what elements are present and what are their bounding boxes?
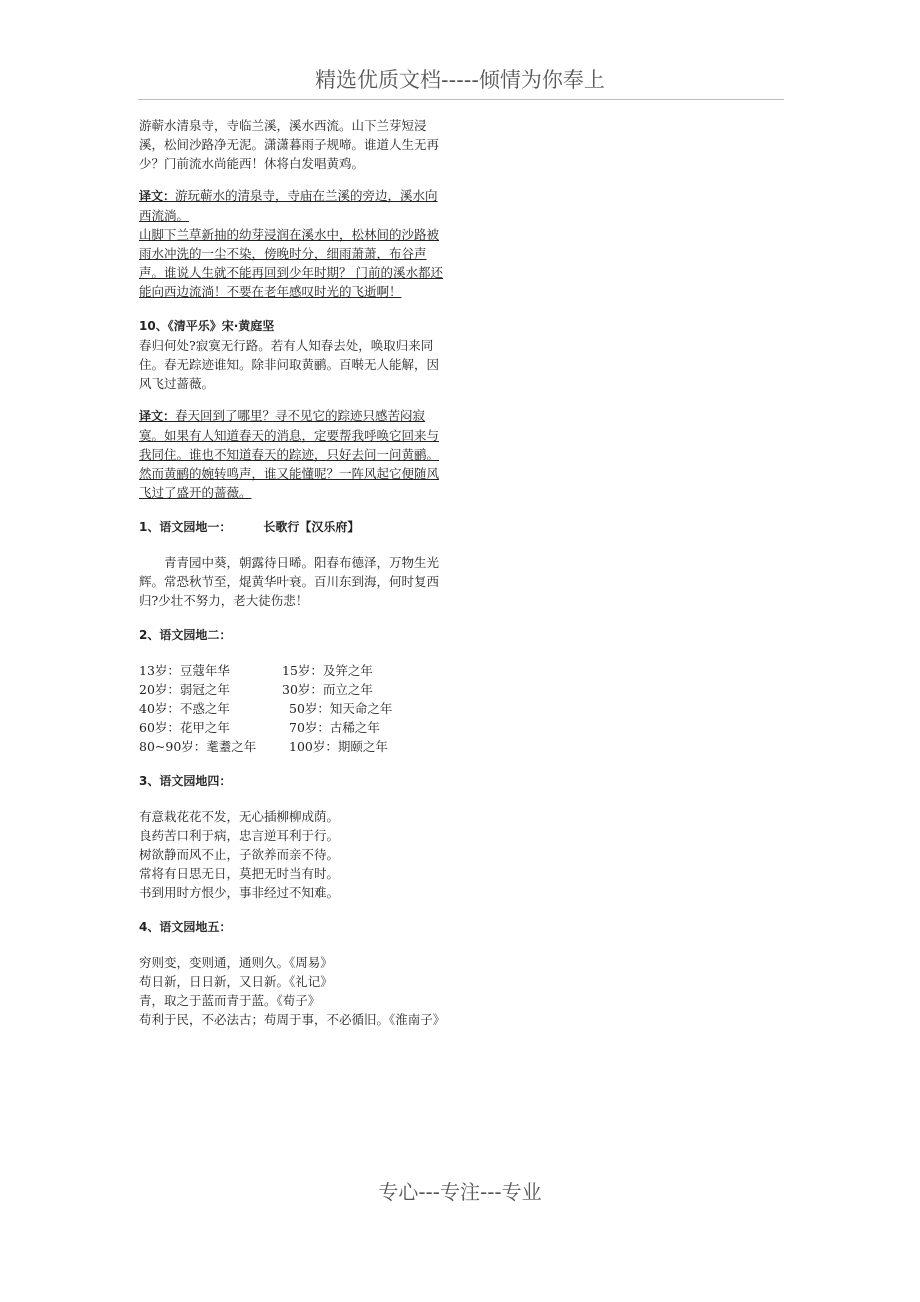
quote-line: 苟日新，日日新，又日新。《礼记》 [139, 974, 333, 989]
age-left: 80~90岁：耄耋之年 [139, 739, 257, 754]
poem9-translation-label: 译文： [139, 189, 176, 203]
poem10-heading: 10、《清平乐》宋·黄庭坚 [139, 319, 275, 333]
quote-line: 苟利于民，不必法古；苟周于事，不必循旧。《淮南子》 [139, 1012, 446, 1027]
age-row [139, 718, 447, 737]
header-divider [138, 99, 784, 100]
poem10-text: 春归何处?寂寞无行路。若有人知春去处，唤取归来同住。春无踪迹谁知。除非问取黄鹂。百啭无人能解，因风飞过蔷薇。 [139, 338, 440, 391]
age-row [139, 680, 447, 699]
age-right: 15岁：及笄之年 [282, 663, 373, 678]
age-left: 20岁：弱冠之年 [139, 682, 230, 697]
poem10-translation [139, 406, 447, 502]
poem9-translation-line1: 游玩蕲水的清泉寺，寺庙在兰溪的旁边，溪水向西流淌。 [139, 188, 438, 223]
age-right: 30岁：而立之年 [282, 682, 373, 697]
age-row [139, 737, 447, 756]
age-right: 100岁：期颐之年 [289, 739, 388, 754]
quote-line: 青，取之于蓝而青于蓝。《荀子》 [139, 993, 321, 1008]
quote-line: 穷则变，变则通，通则久。《周易》 [139, 955, 333, 970]
poem9-translation [139, 186, 447, 225]
proverb-line: 良药苦口利于病，忠言逆耳利于行。 [139, 828, 340, 843]
age-row [139, 661, 447, 680]
section2-heading: 2、语文园地二： [139, 628, 232, 642]
age-left: 40岁：不惑之年 [139, 701, 230, 716]
age-right: 70岁：古稀之年 [289, 720, 380, 735]
age-left: 60岁：花甲之年 [139, 720, 230, 735]
proverb-line: 书到用时方恨少，事非经过不知难。 [139, 885, 340, 900]
poem9-text: 游蕲水清泉寺，寺临兰溪，溪水西流。山下兰芽短浸溪，松间沙路净无泥。潇潇暮雨子规啼。谁道人生无再少？门前流水尚能西！休将白发唱黄鸡。 [139, 118, 440, 171]
proverb-line: 有意栽花花不发，无心插柳柳成荫。 [139, 809, 340, 824]
age-left: 13岁：豆蔻年华 [139, 663, 230, 678]
section1-text: 青青园中葵，朝露待日晞。阳春布德泽，万物生光辉。常恐秋节至，焜黄华叶衰。百川东到海，何时复西归?少壮不努力，老大徒伤悲！ [139, 555, 440, 608]
poem10-translation-body: 春天回到了哪里？寻不见它的踪迹只感苦闷寂寞。如果有人知道春天的消息，定要帮我呼唤它回来与我同住。谁也不知道春天的踪迹，只好去问一问黄鹂。然而黄鹂的婉转鸣声，谁又能懂呢？一阵风起它便随风飞过了盛开的蔷薇。 [139, 408, 440, 500]
section3-heading: 3、语文园地四： [139, 774, 232, 788]
age-right: 50岁：知天命之年 [289, 701, 393, 716]
proverb-line: 常将有日思无日，莫把无时当有时。 [139, 866, 340, 881]
section1-heading-title: 长歌行【汉乐府】 [263, 520, 360, 534]
page-footer-text: 专心---专注---专业 [378, 1180, 542, 1204]
section1-heading-label: 1、语文园地一： [139, 520, 232, 534]
section1-heading [139, 518, 447, 537]
page-header-title: 精选优质文档-----倾情为你奉上 [315, 68, 605, 92]
proverb-line: 树欲静而风不止，子欲养而亲不待。 [139, 847, 340, 862]
document-body [139, 116, 447, 1029]
age-row [139, 699, 447, 718]
poem10-translation-label: 译文： [139, 409, 176, 423]
poem9-translation-line2: 山脚下兰草新抽的幼芽浸润在溪水中，松林间的沙路被雨水冲洗的一尘不染，傍晚时分，细雨萧萧，布谷声声。谁说人生就不能再回到少年时期？ 门前的溪水都还能向西边流淌！不要在老年感叹时光的飞逝啊！ [139, 227, 443, 299]
section4-heading: 4、语文园地五： [139, 920, 232, 934]
